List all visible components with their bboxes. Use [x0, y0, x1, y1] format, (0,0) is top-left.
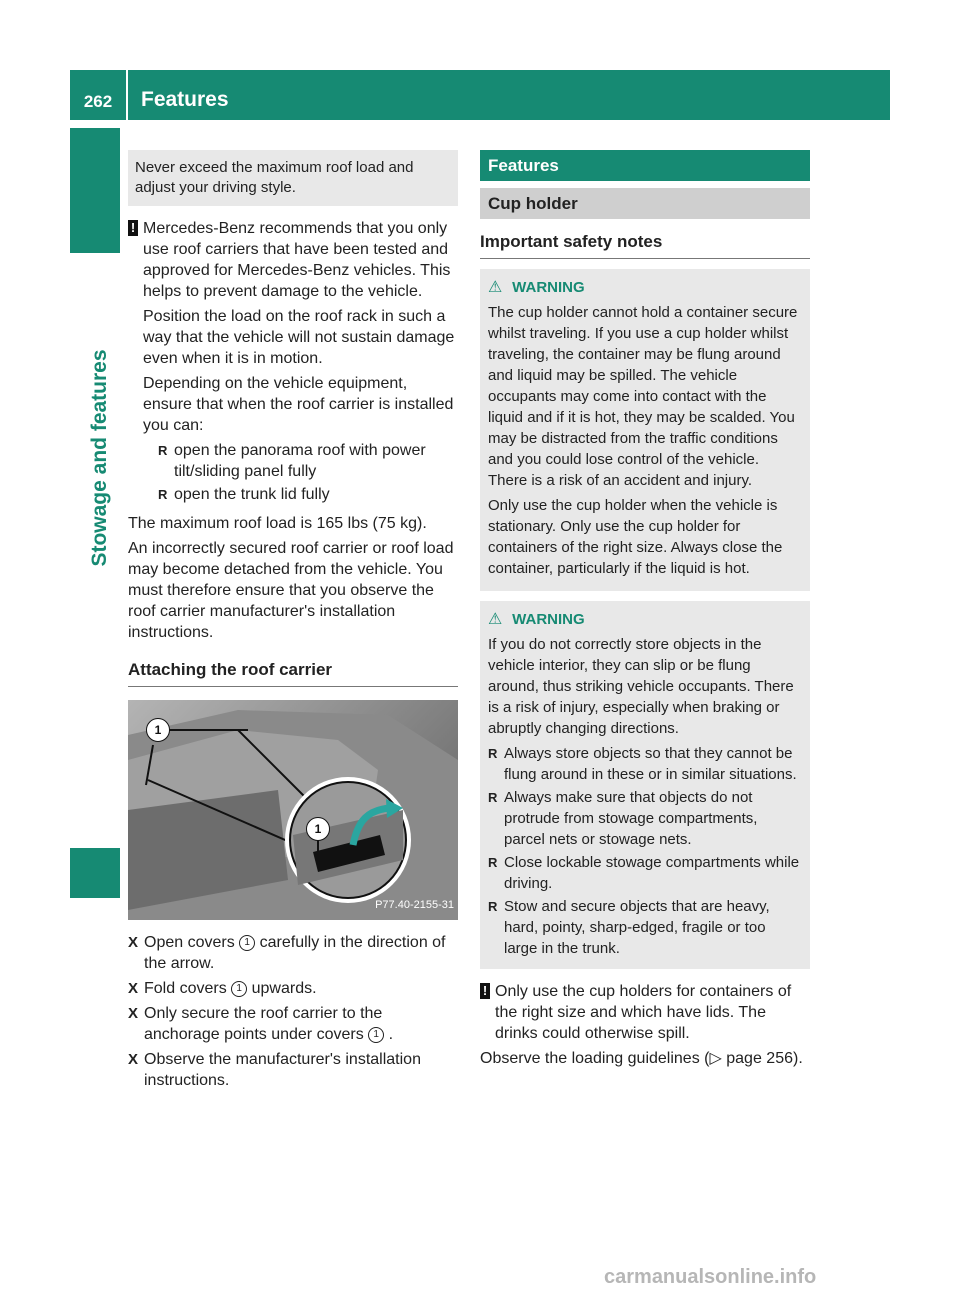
warning-title: ⚠ WARNING — [488, 279, 585, 296]
caution-text: Only use the cup holders for containers of the right size and which have lids. The drinks could otherwise spill. — [495, 983, 792, 1042]
roof-load-note: Never exceed the maximum roof load and adjust your driving style. — [128, 150, 458, 206]
callout-marker: 1 — [231, 981, 247, 997]
caution-icon: ! — [128, 220, 138, 236]
warning-text: The cup holder cannot hold a container secure whilst traveling. If you use a cup holder whilst traveling, the container may be flung around and liquid may be spilled. The vehicle occupants may come into contact with the liquid and if it is hot, they may be scalded. You may be distracted from the traffic conditions and you could lose control of the vehicle. There is a risk of an accident and injury. — [488, 304, 798, 489]
warning-text: Only use the cup holder when the vehicle is stationary. Only use the cup holder for containers of the right size. Always close the container, particularly if the liquid is hot. — [488, 497, 783, 577]
loading-guidelines: Observe the loading guidelines (▷ page 256). — [480, 1050, 803, 1067]
section-heading-cup-holder: Cup holder — [480, 188, 810, 219]
list-item: R Always store objects so that they cannot be flung around in these or in similar situations. — [488, 743, 802, 785]
list-item: R open the panorama roof with power tilt/sliding panel fully — [158, 440, 458, 482]
callout-marker: 1 — [239, 935, 255, 951]
watermark: carmanualsonline.info — [604, 1266, 817, 1288]
list-item: R Stow and secure objects that are heavy, hard, pointy, sharp-edged, fragile or too large in the trunk. — [488, 896, 802, 959]
step-item: X Only secure the roof carrier to the anchorage points under covers 1 . — [128, 1005, 394, 1043]
side-tab-marker — [70, 128, 120, 253]
caution-text: Mercedes-Benz recommends that you only use roof carriers that have been tested and approved for Mercedes-Benz vehicles. This helps to prevent damage to the vehicle. — [143, 220, 451, 300]
warning-text: If you do not correctly store objects in the vehicle interior, they can slip or be flung around, thus striking vehicle occupants. There is a risk of injury, especially when braking or abruptly changing directions. — [488, 636, 794, 737]
callout-1: 1 — [146, 718, 170, 742]
secure-carrier-text: An incorrectly secured roof carrier or roof load may become detached from the vehicle. You must therefore ensure that you observe the roof carrier manufacturer's installation instructions. — [128, 540, 454, 641]
safety-notes-heading: Important safety notes — [480, 231, 810, 259]
page-reference-arrow-icon: ▷ — [709, 1050, 722, 1067]
step-arrow-icon: X — [128, 1005, 139, 1022]
side-tab — [70, 128, 120, 1243]
caution-cup-holder — [480, 981, 810, 1044]
callout-1-detail: 1 — [306, 817, 330, 841]
section-heading-features: Features — [480, 150, 810, 181]
list-item: R open the trunk lid fully — [158, 484, 458, 505]
caution-roof-carrier — [128, 218, 458, 505]
left-column — [128, 150, 458, 1095]
list-item: R Close lockable stowage compartments while driving. — [488, 852, 802, 894]
caution-text: Depending on the vehicle equipment, ensure that when the roof carrier is installed you can: — [143, 375, 454, 434]
side-tab-label: Stowage and features — [88, 349, 111, 567]
side-tab-square — [70, 848, 120, 898]
warning-box-objects — [480, 601, 810, 969]
figure-code: P77.40-2155-31 — [375, 899, 454, 911]
warning-triangle-icon: ⚠ — [488, 279, 503, 296]
roof-carrier-illustration — [128, 700, 458, 920]
page-reference-link[interactable]: page 256). — [726, 1050, 803, 1067]
right-column — [480, 150, 810, 1073]
max-roof-load: The maximum roof load is 165 lbs (75 kg). — [128, 515, 427, 532]
caution-icon: ! — [480, 983, 490, 999]
step-arrow-icon: X — [128, 1051, 139, 1068]
step-arrow-icon: X — [128, 934, 139, 951]
warning-title: ⚠ WARNING — [488, 611, 585, 628]
roof-carrier-figure — [128, 700, 458, 920]
step-item: X Open covers 1 carefully in the direction of the arrow. — [128, 934, 446, 972]
list-item: R Always make sure that objects do not protrude from stowage compartments, parcel nets or stowage nets. — [488, 787, 802, 850]
step-item: X Fold covers 1 upwards. — [128, 980, 317, 997]
step-arrow-icon: X — [128, 980, 139, 997]
page-number: 262 — [83, 92, 113, 111]
header-title: Features — [141, 88, 229, 111]
warning-box-cup-holder — [480, 269, 810, 591]
caution-text: Position the load on the roof rack in such a way that the vehicle will not sustain damage even when it is in motion. — [143, 308, 455, 367]
step-item: X Observe the manufacturer's installation instructions. — [128, 1051, 421, 1089]
attaching-heading: Attaching the roof carrier — [128, 659, 458, 687]
header-divider — [126, 70, 128, 120]
callout-marker: 1 — [368, 1027, 384, 1043]
warning-triangle-icon: ⚠ — [488, 611, 503, 628]
